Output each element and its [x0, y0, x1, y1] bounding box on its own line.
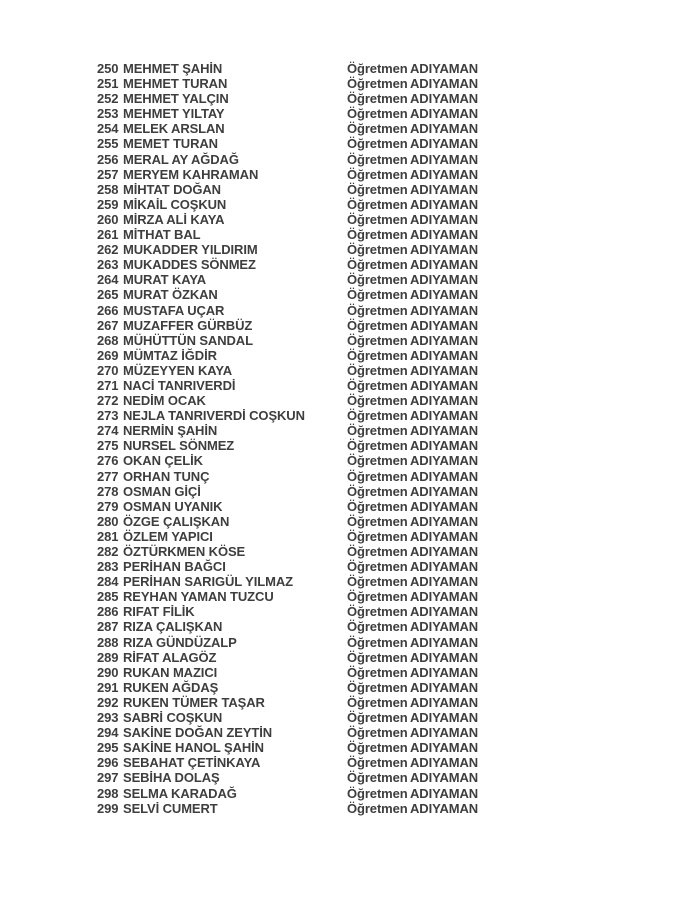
province-label: ADIYAMAN — [410, 453, 479, 469]
list-item — [97, 650, 478, 665]
role-label: Öğretmen — [347, 362, 408, 378]
person-name: SAKİNE HANOL ŞAHİN — [123, 740, 264, 756]
person-name: NACİ TANRIVERDİ — [123, 377, 236, 393]
row-number: 256 — [97, 151, 119, 167]
role-label: Öğretmen — [347, 91, 408, 107]
province-label: ADIYAMAN — [410, 408, 479, 424]
role-label: Öğretmen — [347, 679, 408, 695]
list-item — [97, 529, 478, 544]
person-name: PERİHAN SARIGÜL YILMAZ — [123, 574, 293, 590]
list-item — [97, 619, 478, 634]
role-label: Öğretmen — [347, 649, 408, 665]
role-label: Öğretmen — [347, 468, 408, 484]
list-item — [97, 227, 478, 242]
role-label: Öğretmen — [347, 106, 408, 122]
row-number: 269 — [97, 347, 119, 363]
row-number: 283 — [97, 559, 119, 575]
province-label: ADIYAMAN — [410, 785, 479, 801]
province-label: ADIYAMAN — [410, 694, 479, 710]
row-number: 280 — [97, 513, 119, 529]
province-label: ADIYAMAN — [410, 800, 479, 816]
role-label: Öğretmen — [347, 211, 408, 227]
person-name: RIFAT FİLİK — [123, 604, 195, 620]
person-name: MUKADDES SÖNMEZ — [123, 257, 256, 273]
row-number: 259 — [97, 196, 119, 212]
province-label: ADIYAMAN — [410, 513, 479, 529]
person-name: RUKEN AĞDAŞ — [123, 679, 219, 695]
person-name: MÜZEYYEN KAYA — [123, 362, 232, 378]
province-label: ADIYAMAN — [410, 393, 479, 409]
person-name: MELEK ARSLAN — [123, 121, 225, 137]
province-label: ADIYAMAN — [410, 347, 479, 363]
row-number: 253 — [97, 106, 119, 122]
list-item — [97, 499, 478, 514]
role-label: Öğretmen — [347, 664, 408, 680]
person-name: ÖZLEM YAPICI — [123, 528, 213, 544]
province-label: ADIYAMAN — [410, 317, 479, 333]
province-label: ADIYAMAN — [410, 211, 479, 227]
province-label: ADIYAMAN — [410, 710, 479, 726]
province-label: ADIYAMAN — [410, 634, 479, 650]
person-name: ÖZGE ÇALIŞKAN — [123, 513, 230, 529]
province-label: ADIYAMAN — [410, 151, 479, 167]
list-item — [97, 167, 478, 182]
role-label: Öğretmen — [347, 725, 408, 741]
role-label: Öğretmen — [347, 227, 408, 243]
role-label: Öğretmen — [347, 166, 408, 182]
row-number: 254 — [97, 121, 119, 137]
row-number: 288 — [97, 634, 119, 650]
person-name: ORHAN TUNÇ — [123, 468, 210, 484]
person-name: MÜHÜTTÜN SANDAL — [123, 332, 253, 348]
list-item — [97, 287, 478, 302]
list-item — [97, 242, 478, 257]
person-name: REYHAN YAMAN TUZCU — [123, 589, 274, 605]
list-item — [97, 408, 478, 423]
row-number: 258 — [97, 181, 119, 197]
province-label: ADIYAMAN — [410, 679, 479, 695]
person-name: NERMİN ŞAHİN — [123, 423, 218, 439]
row-number: 263 — [97, 257, 119, 273]
role-label: Öğretmen — [347, 544, 408, 559]
role-label: Öğretmen — [347, 770, 408, 786]
row-number: 273 — [97, 408, 119, 424]
list-item — [97, 438, 478, 453]
province-label: ADIYAMAN — [410, 528, 479, 544]
row-number: 281 — [97, 528, 119, 544]
list-item — [97, 348, 478, 363]
province-label: ADIYAMAN — [410, 423, 479, 439]
province-label: ADIYAMAN — [410, 181, 479, 197]
role-label: Öğretmen — [347, 800, 408, 816]
list-item — [97, 378, 478, 393]
row-number: 270 — [97, 362, 119, 378]
person-name: SEBİHA DOLAŞ — [123, 770, 220, 786]
row-number: 260 — [97, 211, 119, 227]
role-label: Öğretmen — [347, 423, 408, 439]
person-name: MEHMET YALÇIN — [123, 91, 229, 107]
role-label: Öğretmen — [347, 513, 408, 529]
row-number: 290 — [97, 664, 119, 680]
list-item — [97, 786, 478, 801]
row-number: 251 — [97, 76, 119, 92]
role-label: Öğretmen — [347, 694, 408, 710]
role-label: Öğretmen — [347, 559, 408, 575]
province-label: ADIYAMAN — [410, 498, 479, 514]
list-item — [97, 136, 478, 151]
person-name: MİHTAT DOĞAN — [123, 181, 221, 197]
province-label: ADIYAMAN — [410, 755, 479, 771]
row-number: 265 — [97, 287, 119, 303]
list-item — [97, 680, 478, 695]
role-label: Öğretmen — [347, 196, 408, 212]
role-label: Öğretmen — [347, 438, 408, 454]
province-label: ADIYAMAN — [410, 121, 479, 137]
province-label: ADIYAMAN — [410, 589, 479, 605]
row-number: 264 — [97, 272, 119, 288]
row-number: 298 — [97, 785, 119, 801]
list-item — [97, 257, 478, 272]
person-name: SELVİ CUMERT — [123, 800, 218, 816]
list-item — [97, 91, 478, 106]
row-number: 296 — [97, 755, 119, 771]
role-label: Öğretmen — [347, 347, 408, 363]
role-label: Öğretmen — [347, 181, 408, 197]
province-label: ADIYAMAN — [410, 61, 479, 76]
list-item — [97, 106, 478, 121]
row-number: 293 — [97, 710, 119, 726]
person-name: RIZA ÇALIŞKAN — [123, 619, 223, 635]
row-number: 250 — [97, 61, 119, 76]
row-number: 282 — [97, 544, 119, 559]
list-item — [97, 61, 478, 76]
row-number: 262 — [97, 242, 119, 258]
province-label: ADIYAMAN — [410, 619, 479, 635]
person-name: NEDİM OCAK — [123, 393, 206, 409]
person-name: RUKAN MAZICI — [123, 664, 218, 680]
role-label: Öğretmen — [347, 589, 408, 605]
role-label: Öğretmen — [347, 257, 408, 273]
row-number: 284 — [97, 574, 119, 590]
province-label: ADIYAMAN — [410, 287, 479, 303]
role-label: Öğretmen — [347, 785, 408, 801]
province-label: ADIYAMAN — [410, 649, 479, 665]
role-label: Öğretmen — [347, 710, 408, 726]
person-name: MUKADDER YILDIRIM — [123, 242, 258, 258]
role-label: Öğretmen — [347, 332, 408, 348]
list-item — [97, 393, 478, 408]
list-item — [97, 423, 478, 438]
role-label: Öğretmen — [347, 272, 408, 288]
list-item — [97, 635, 478, 650]
person-name: MEHMET ŞAHİN — [123, 61, 223, 76]
role-label: Öğretmen — [347, 453, 408, 469]
province-label: ADIYAMAN — [410, 377, 479, 393]
list-item — [97, 801, 478, 816]
list-item — [97, 589, 478, 604]
person-name: MERYEM KAHRAMAN — [123, 166, 259, 182]
role-label: Öğretmen — [347, 604, 408, 620]
row-number: 274 — [97, 423, 119, 439]
role-label: Öğretmen — [347, 61, 408, 76]
person-name: MERAL AY AĞDAĞ — [123, 151, 239, 167]
row-number: 291 — [97, 679, 119, 695]
row-number: 268 — [97, 332, 119, 348]
role-label: Öğretmen — [347, 498, 408, 514]
province-label: ADIYAMAN — [410, 574, 479, 590]
row-number: 279 — [97, 498, 119, 514]
row-number: 261 — [97, 227, 119, 243]
row-number: 257 — [97, 166, 119, 182]
row-number: 286 — [97, 604, 119, 620]
person-name: MUSTAFA UÇAR — [123, 302, 225, 318]
province-label: ADIYAMAN — [410, 362, 479, 378]
province-label: ADIYAMAN — [410, 106, 479, 122]
province-label: ADIYAMAN — [410, 468, 479, 484]
row-number: 271 — [97, 377, 119, 393]
list-item — [97, 363, 478, 378]
province-label: ADIYAMAN — [410, 227, 479, 243]
role-label: Öğretmen — [347, 317, 408, 333]
person-name: PERİHAN BAĞCI — [123, 559, 226, 575]
province-label: ADIYAMAN — [410, 332, 479, 348]
list-item — [97, 152, 478, 167]
row-number: 255 — [97, 136, 119, 152]
list-item — [97, 695, 478, 710]
province-label: ADIYAMAN — [410, 196, 479, 212]
province-label: ADIYAMAN — [410, 544, 479, 559]
person-name: RİFAT ALAGÖZ — [123, 649, 217, 665]
person-name: SELMA KARADAĞ — [123, 785, 237, 801]
row-number: 275 — [97, 438, 119, 454]
role-label: Öğretmen — [347, 302, 408, 318]
person-name: MUZAFFER GÜRBÜZ — [123, 317, 253, 333]
person-name: SABRİ COŞKUN — [123, 710, 223, 726]
person-name: NURSEL SÖNMEZ — [123, 438, 235, 454]
province-label: ADIYAMAN — [410, 559, 479, 575]
province-label: ADIYAMAN — [410, 740, 479, 756]
list-item — [97, 770, 478, 785]
province-label: ADIYAMAN — [410, 272, 479, 288]
province-label: ADIYAMAN — [410, 76, 479, 92]
person-name: RIZA GÜNDÜZALP — [123, 634, 237, 650]
row-number: 289 — [97, 649, 119, 665]
person-name: NEJLA TANRIVERDİ COŞKUN — [123, 408, 305, 424]
person-name: MİRZA ALİ KAYA — [123, 211, 225, 227]
role-label: Öğretmen — [347, 393, 408, 409]
person-name: MURAT ÖZKAN — [123, 287, 218, 303]
list-item — [97, 197, 478, 212]
role-label: Öğretmen — [347, 408, 408, 424]
province-label: ADIYAMAN — [410, 91, 479, 107]
list-item — [97, 574, 478, 589]
province-label: ADIYAMAN — [410, 302, 479, 318]
province-label: ADIYAMAN — [410, 136, 479, 152]
role-label: Öğretmen — [347, 151, 408, 167]
person-name: MURAT KAYA — [123, 272, 207, 288]
role-label: Öğretmen — [347, 242, 408, 258]
list-item — [97, 121, 478, 136]
role-label: Öğretmen — [347, 287, 408, 303]
role-label: Öğretmen — [347, 136, 408, 152]
person-name: MİTHAT BAL — [123, 227, 201, 243]
list-item — [97, 514, 478, 529]
province-label: ADIYAMAN — [410, 438, 479, 454]
role-label: Öğretmen — [347, 76, 408, 92]
list-item — [97, 604, 478, 619]
row-number: 276 — [97, 453, 119, 469]
list-item — [97, 469, 478, 484]
role-label: Öğretmen — [347, 121, 408, 137]
list-item — [97, 182, 478, 197]
person-name: MİKAİL COŞKUN — [123, 196, 227, 212]
row-number: 278 — [97, 483, 119, 499]
row-number: 277 — [97, 468, 119, 484]
role-label: Öğretmen — [347, 740, 408, 756]
role-label: Öğretmen — [347, 619, 408, 635]
row-number: 252 — [97, 91, 119, 107]
person-name: SAKİNE DOĞAN ZEYTİN — [123, 725, 273, 741]
province-label: ADIYAMAN — [410, 770, 479, 786]
teacher-list — [97, 61, 478, 816]
list-item — [97, 559, 478, 574]
list-item — [97, 333, 478, 348]
role-label: Öğretmen — [347, 377, 408, 393]
province-label: ADIYAMAN — [410, 483, 479, 499]
province-label: ADIYAMAN — [410, 604, 479, 620]
person-name: MEMET TURAN — [123, 136, 218, 152]
province-label: ADIYAMAN — [410, 725, 479, 741]
person-name: MÜMTAZ İĞDİR — [123, 347, 217, 363]
list-item — [97, 665, 478, 680]
province-label: ADIYAMAN — [410, 664, 479, 680]
list-item — [97, 725, 478, 740]
list-item — [97, 453, 478, 468]
role-label: Öğretmen — [347, 574, 408, 590]
role-label: Öğretmen — [347, 634, 408, 650]
list-item — [97, 484, 478, 499]
person-name: OKAN ÇELİK — [123, 453, 203, 469]
list-item — [97, 544, 478, 559]
person-name: OSMAN GİÇİ — [123, 483, 201, 499]
row-number: 292 — [97, 694, 119, 710]
list-item — [97, 272, 478, 287]
row-number: 272 — [97, 393, 119, 409]
person-name: MEHMET TURAN — [123, 76, 228, 92]
row-number: 294 — [97, 725, 119, 741]
role-label: Öğretmen — [347, 483, 408, 499]
list-item — [97, 212, 478, 227]
row-number: 297 — [97, 770, 119, 786]
list-item — [97, 76, 478, 91]
list-item — [97, 318, 478, 333]
list-item — [97, 303, 478, 318]
person-name: OSMAN UYANIK — [123, 498, 223, 514]
province-label: ADIYAMAN — [410, 242, 479, 258]
list-item — [97, 710, 478, 725]
role-label: Öğretmen — [347, 755, 408, 771]
row-number: 287 — [97, 619, 119, 635]
list-item — [97, 740, 478, 755]
row-number: 285 — [97, 589, 119, 605]
row-number: 295 — [97, 740, 119, 756]
person-name: MEHMET YILTAY — [123, 106, 225, 122]
row-number: 266 — [97, 302, 119, 318]
list-item — [97, 755, 478, 770]
person-name: SEBAHAT ÇETİNKAYA — [123, 755, 261, 771]
row-number: 267 — [97, 317, 119, 333]
province-label: ADIYAMAN — [410, 257, 479, 273]
row-number: 299 — [97, 800, 119, 816]
person-name: ÖZTÜRKMEN KÖSE — [123, 544, 246, 559]
person-name: RUKEN TÜMER TAŞAR — [123, 694, 265, 710]
province-label: ADIYAMAN — [410, 166, 479, 182]
role-label: Öğretmen — [347, 528, 408, 544]
